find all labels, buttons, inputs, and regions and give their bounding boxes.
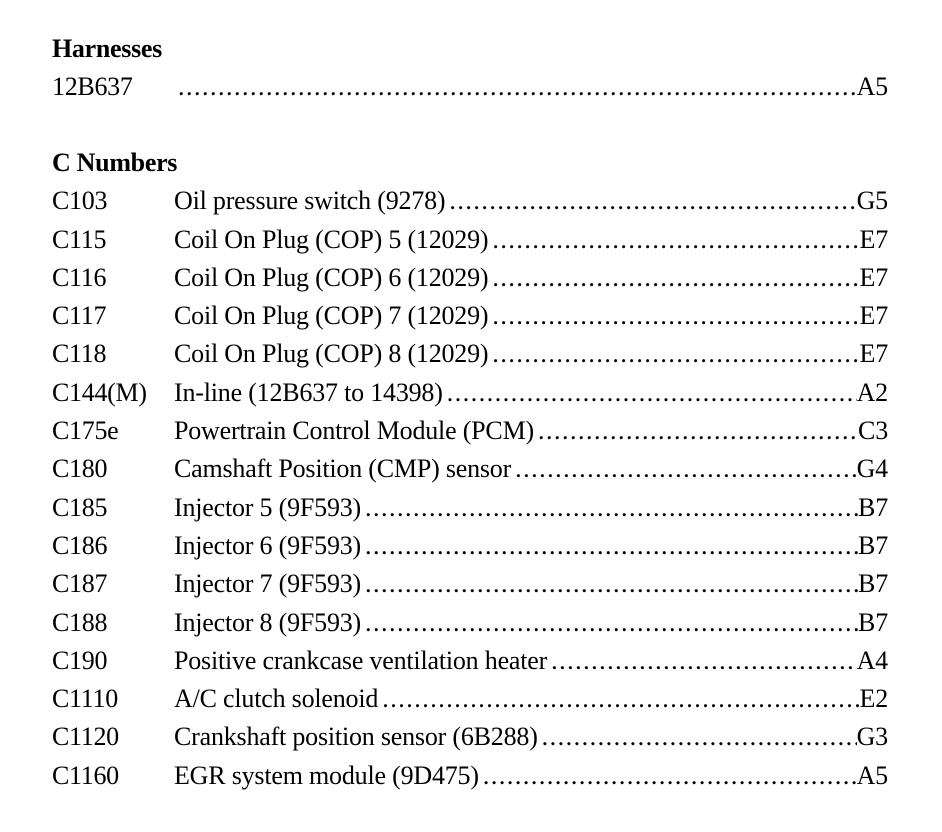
index-row bbox=[52, 297, 888, 335]
connector-code: C115 bbox=[52, 224, 107, 254]
connector-description: Injector 5 (9F593) bbox=[174, 492, 362, 522]
dot-leader bbox=[492, 335, 859, 373]
dot-leader bbox=[178, 68, 857, 106]
dot-leader bbox=[365, 527, 858, 565]
connector-description: Oil pressure switch (9278) bbox=[174, 186, 446, 216]
connector-code: C188 bbox=[52, 607, 108, 637]
index-row bbox=[52, 68, 888, 106]
index-row bbox=[52, 757, 888, 795]
grid-location: B7 bbox=[858, 607, 888, 637]
grid-location: A2 bbox=[856, 377, 888, 407]
dot-leader bbox=[542, 718, 857, 756]
connector-code: C117 bbox=[52, 301, 107, 331]
connector-code: C187 bbox=[52, 569, 108, 599]
index-row bbox=[52, 565, 888, 603]
grid-location: E2 bbox=[859, 684, 888, 714]
dot-leader bbox=[515, 450, 857, 488]
connector-code: 12B637 bbox=[52, 72, 133, 101]
dot-leader bbox=[492, 297, 859, 335]
dot-leader bbox=[447, 374, 857, 412]
connector-description: Positive crankcase ventilation heater bbox=[174, 645, 548, 675]
dot-leader bbox=[538, 412, 858, 450]
section-spacer bbox=[52, 106, 888, 144]
connector-code: C118 bbox=[52, 339, 107, 369]
dot-leader bbox=[365, 565, 858, 603]
connector-index-page bbox=[52, 30, 888, 795]
connector-code: C144(M) bbox=[52, 377, 147, 407]
connector-code: C1110 bbox=[52, 684, 118, 714]
connector-code: C186 bbox=[52, 530, 108, 560]
grid-location: B7 bbox=[858, 569, 888, 599]
connector-code: C185 bbox=[52, 492, 108, 522]
connector-description: Injector 7 (9F593) bbox=[174, 569, 362, 599]
connector-description: Coil On Plug (COP) 8 (12029) bbox=[174, 339, 489, 369]
grid-location: A5 bbox=[856, 72, 888, 101]
index-row bbox=[52, 489, 888, 527]
index-row bbox=[52, 718, 888, 756]
grid-location: B7 bbox=[858, 530, 888, 560]
harnesses-section bbox=[52, 30, 888, 106]
dot-leader bbox=[492, 259, 859, 297]
index-row bbox=[52, 527, 888, 565]
grid-location: A4 bbox=[856, 645, 888, 675]
connector-code: C116 bbox=[52, 262, 107, 292]
dot-leader bbox=[492, 221, 859, 259]
dot-leader bbox=[483, 757, 857, 795]
connector-description: Coil On Plug (COP) 5 (12029) bbox=[174, 224, 489, 254]
index-row bbox=[52, 182, 888, 220]
section-heading: C Numbers bbox=[52, 148, 178, 178]
connector-code: C190 bbox=[52, 645, 108, 675]
connector-description: A/C clutch solenoid bbox=[174, 684, 379, 714]
connector-description: EGR system module (9D475) bbox=[174, 760, 479, 790]
grid-location: G3 bbox=[856, 722, 888, 752]
dot-leader bbox=[365, 489, 858, 527]
connector-description: Injector 6 (9F593) bbox=[174, 530, 362, 560]
grid-location: A5 bbox=[856, 760, 888, 790]
grid-location: B7 bbox=[858, 492, 888, 522]
index-row bbox=[52, 642, 888, 680]
index-row bbox=[52, 412, 888, 450]
dot-leader bbox=[365, 604, 858, 642]
grid-location: E7 bbox=[859, 301, 888, 331]
connector-code: C103 bbox=[52, 186, 108, 216]
index-row bbox=[52, 450, 888, 488]
index-row bbox=[52, 335, 888, 373]
dot-leader bbox=[449, 182, 856, 220]
connector-description: Crankshaft position sensor (6B288) bbox=[174, 722, 538, 752]
index-row bbox=[52, 374, 888, 412]
connector-description: Powertrain Control Module (PCM) bbox=[174, 416, 534, 446]
connector-description: In-line (12B637 to 14398) bbox=[174, 377, 443, 407]
connector-code: C175e bbox=[52, 416, 119, 446]
dot-leader bbox=[551, 642, 857, 680]
connector-description: Coil On Plug (COP) 7 (12029) bbox=[174, 301, 489, 331]
grid-location: C3 bbox=[858, 416, 888, 446]
connector-description: Coil On Plug (COP) 6 (12029) bbox=[174, 262, 489, 292]
connector-description: Camshaft Position (CMP) sensor bbox=[174, 454, 512, 484]
grid-location: E7 bbox=[859, 262, 888, 292]
connector-code: C1120 bbox=[52, 722, 119, 752]
index-row bbox=[52, 604, 888, 642]
grid-location: G5 bbox=[856, 186, 888, 216]
index-row bbox=[52, 221, 888, 259]
c-numbers-section bbox=[52, 144, 888, 795]
index-row bbox=[52, 680, 888, 718]
section-heading: Harnesses bbox=[52, 34, 162, 63]
grid-location: E7 bbox=[859, 339, 888, 369]
connector-code: C1160 bbox=[52, 760, 119, 790]
connector-code: C180 bbox=[52, 454, 108, 484]
grid-location: G4 bbox=[856, 454, 888, 484]
index-row bbox=[52, 259, 888, 297]
grid-location: E7 bbox=[859, 224, 888, 254]
dot-leader bbox=[382, 680, 859, 718]
connector-description: Injector 8 (9F593) bbox=[174, 607, 362, 637]
